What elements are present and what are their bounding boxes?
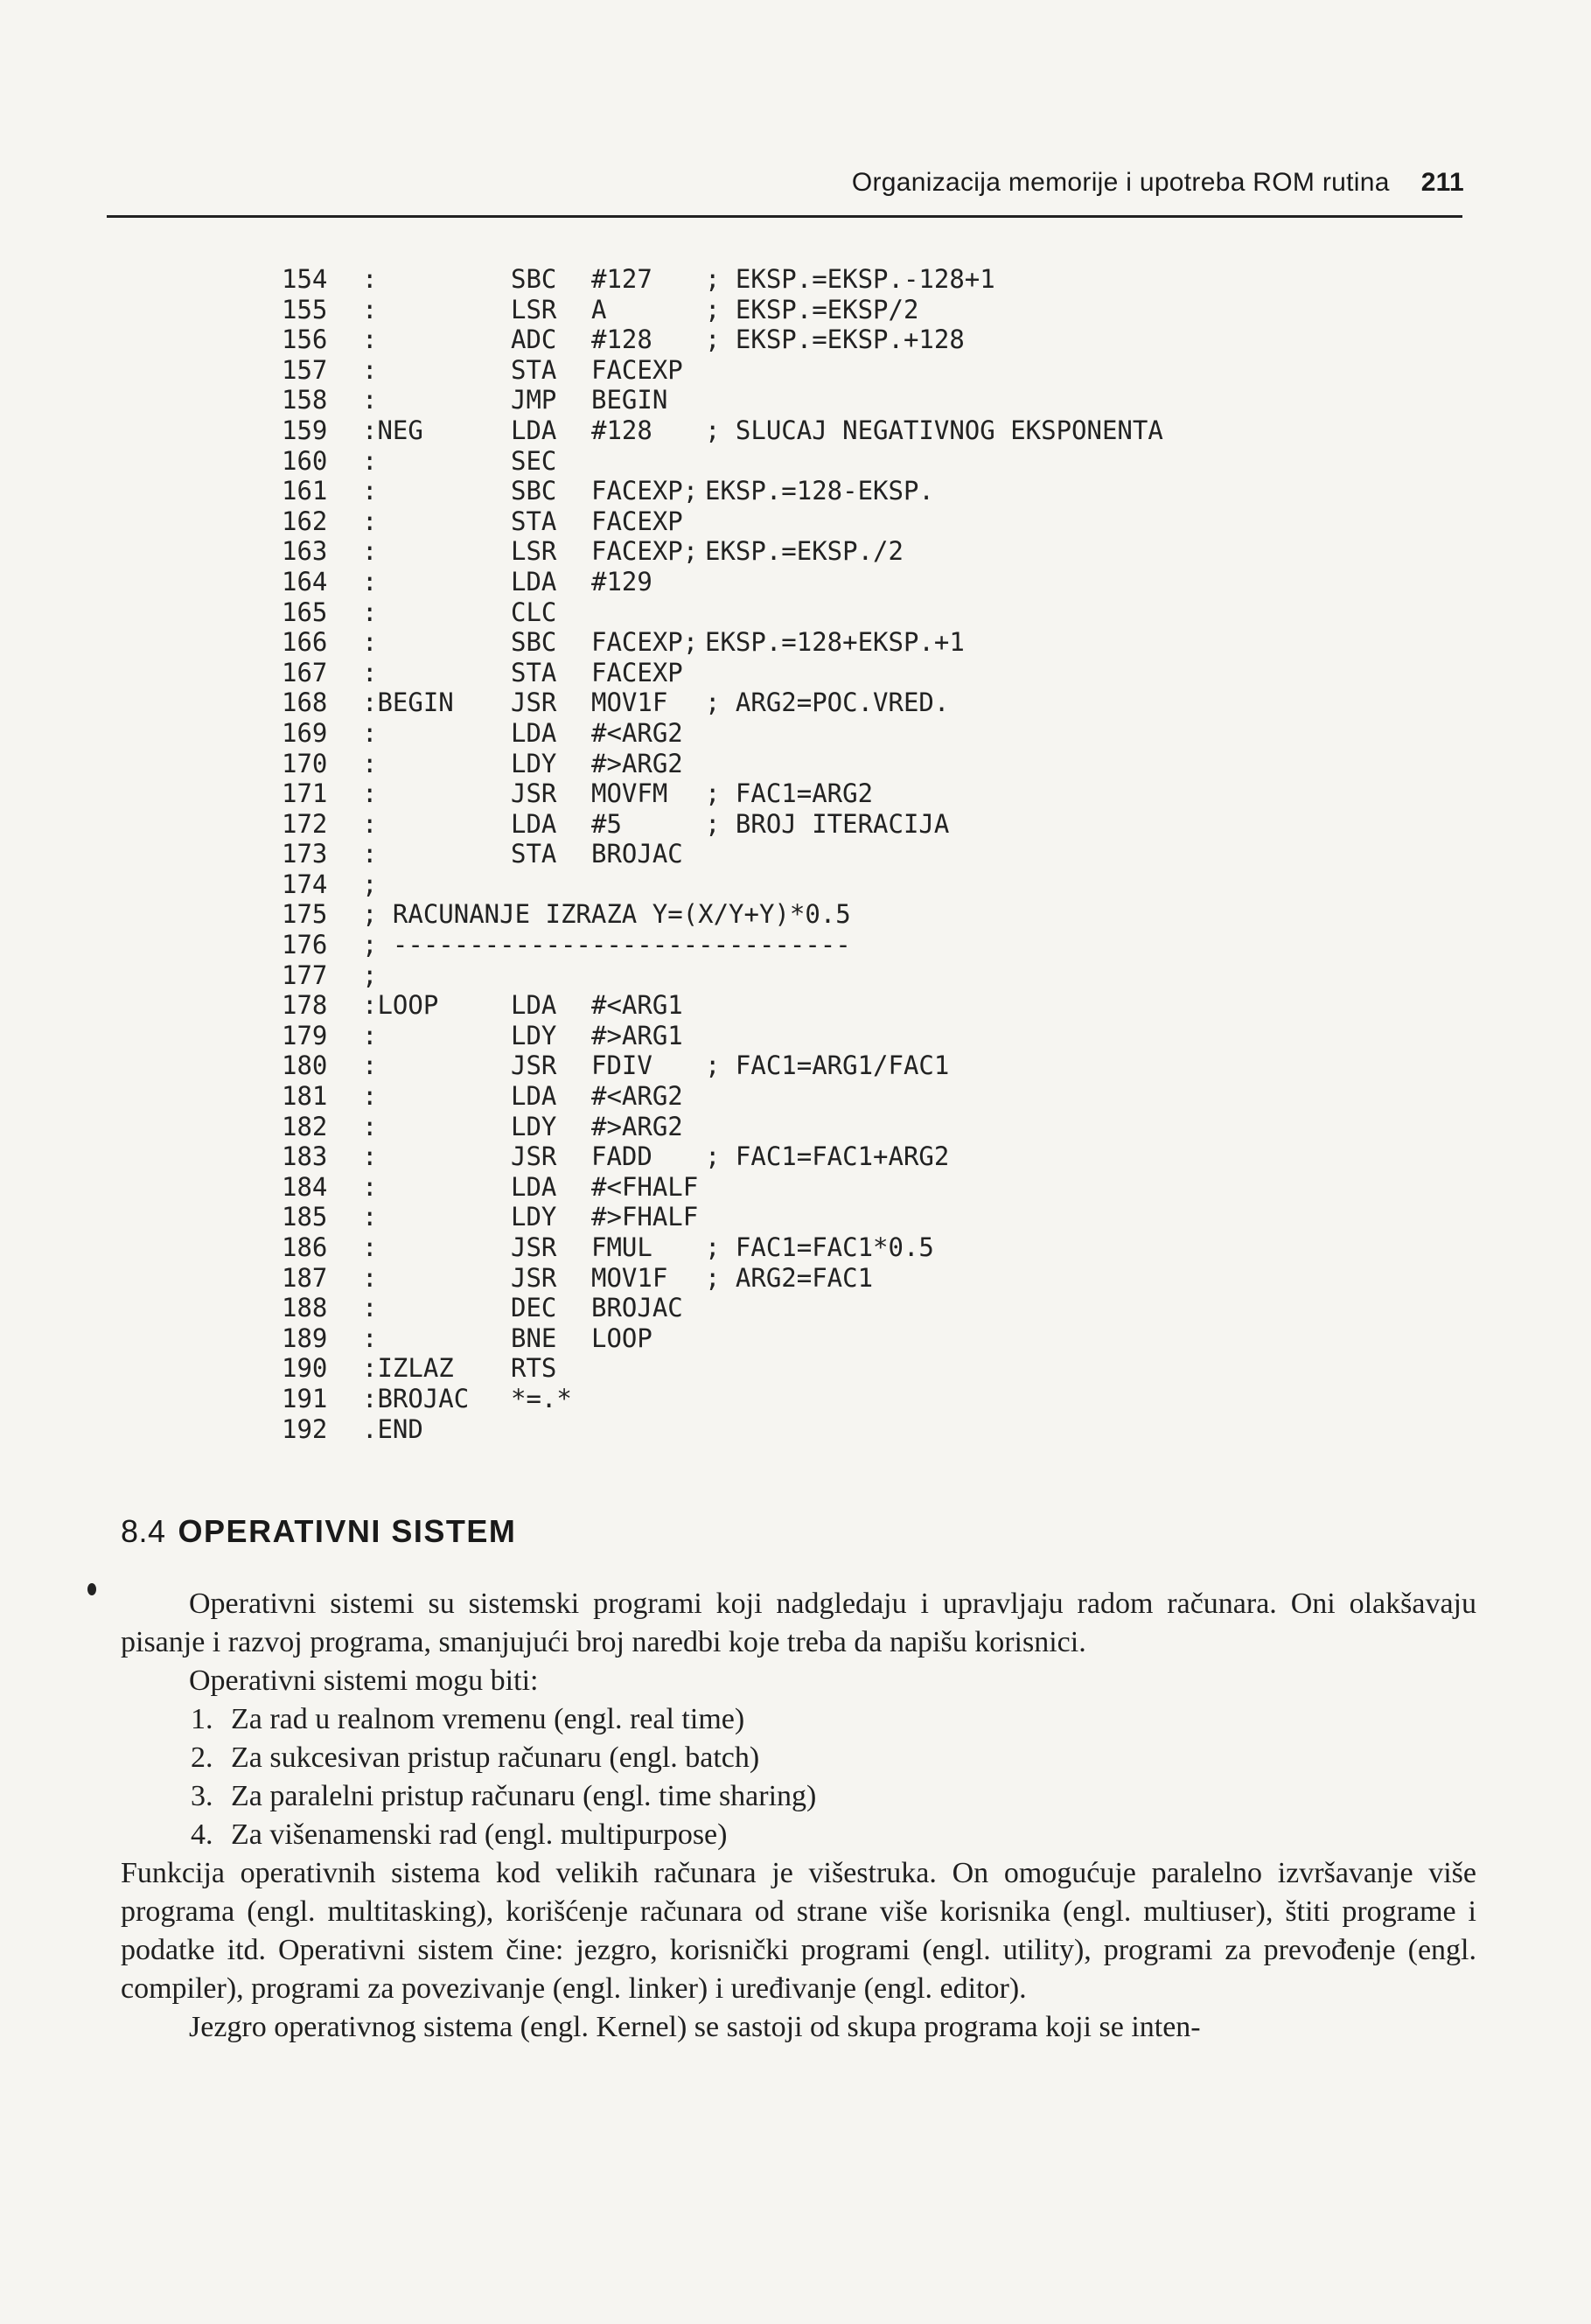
line-label: .END [362,1413,423,1444]
line-label: : [362,778,378,809]
line-number: 167 [282,657,328,687]
line-number: 176 [282,930,328,960]
line-mnemonic: LDY [511,748,557,778]
line-number: 155 [282,294,328,325]
line-number: 154 [282,264,328,294]
line-operand: #>ARG2 [591,1111,683,1141]
list-item-number: 2. [191,1741,213,1774]
line-comment: ; ARG2=POC.VRED. [705,687,950,718]
line-label: : [362,1050,378,1081]
line-mnemonic: STA [511,839,557,869]
line-comment: ; EKSP.=EKSP.-128+1 [705,264,995,294]
list-item-number: 4. [191,1818,213,1851]
listing-line [282,960,1163,991]
line-mnemonic: LDA [511,808,557,839]
line-label: : [362,476,378,506]
paragraph-functions: Funkcija operativnih sistema kod velikih računara je višestruka. On omogućuje paralelno izvršavanje više programa (engl. multitasking), korišćenje računara od strane više korisnika (engl. multiuser), štiti programe i podatke itd. Operativni sistem čine: jezgro, korisnički programi (engl. utility), programi za prevođenje (engl. compiler), programi za povezivanje (engl. linker) i uređivanje (engl. editor). [121,1857,1476,2005]
paragraph-intro: Operativni sistemi su sistemski programi koji nadgledaju i upravljaju radom računara. Oni olakšavaju pisanje i razvoj programa, smanjujući broj naredbi koje treba da napišu korisnici. [121,1588,1476,1658]
list-item-number: 1. [191,1703,213,1735]
listing-line [282,1384,1163,1414]
line-number: 157 [282,354,328,385]
line-mnemonic: LDY [511,1020,557,1050]
line-label: : [362,325,378,355]
listing-line [282,355,1163,386]
running-header [852,168,1464,198]
line-operand: MOV1F [591,1262,668,1293]
line-operand: #128 [591,325,652,355]
line-label: : [362,657,378,687]
line-number: 159 [282,415,328,445]
line-mnemonic: JSR [511,778,557,809]
line-label: : [362,264,378,294]
line-label: : [362,506,378,536]
line-mnemonic: LDA [511,415,557,445]
listing-line [282,1021,1163,1051]
line-mnemonic: LDA [511,1171,557,1202]
list-item-text: Za višenamenski rad (engl. multipurpose) [231,1818,728,1851]
line-operand: #>ARG1 [591,1020,683,1050]
header-rule [107,215,1462,218]
listing-line [282,990,1163,1021]
line-operand: #<ARG2 [591,1081,683,1112]
listing-line [282,627,1163,658]
section-number: 8.4 [121,1513,166,1549]
page-number: 211 [1420,168,1464,197]
line-label: : [362,1141,378,1172]
line-number: 161 [282,476,328,506]
line-number: 158 [282,385,328,415]
line-label: : [362,1020,378,1050]
line-number: 175 [282,899,328,930]
line-comment: ; BROJ ITERACIJA [705,808,950,839]
line-number: 169 [282,717,328,748]
line-label: : [362,385,378,415]
line-number: 184 [282,1171,328,1202]
list-item [121,1816,1476,1854]
line-label: : [362,354,378,385]
line-mnemonic: LDA [511,566,557,597]
line-mnemonic: BNE [511,1323,557,1353]
listing-line [282,718,1163,749]
line-comment: ; EKSP.=EKSP.+128 [705,325,965,355]
line-number: 160 [282,445,328,476]
line-mnemonic: LDY [511,1111,557,1141]
listing-line [282,567,1163,597]
line-number: 187 [282,1262,328,1293]
line-number: 181 [282,1081,328,1112]
listing-line [282,1323,1163,1354]
listing-line [282,778,1163,809]
line-operand: #128 [591,415,652,445]
list-item-text: Za rad u realnom vremenu (engl. real time) [231,1703,745,1735]
listing-line [282,415,1163,446]
listing-line [282,1293,1163,1323]
body-text [121,1585,1476,2047]
line-label: : [362,1081,378,1112]
line-label: : [362,1262,378,1293]
line-number: 189 [282,1323,328,1353]
listing-line [282,264,1163,295]
listing-line [282,869,1163,900]
line-operand: BROJAC [591,839,683,869]
line-operand: #<ARG2 [591,717,683,748]
list-item [121,1777,1476,1816]
listing-line [282,1414,1163,1445]
list-item-number: 3. [191,1780,213,1812]
line-mnemonic: *=.* [511,1383,572,1413]
listing-line [282,325,1163,355]
line-comment: ; FAC1=FAC1+ARG2 [705,1141,950,1172]
line-number: 183 [282,1141,328,1172]
line-comment: ; EKSP.=EKSP/2 [705,294,919,325]
line-label: : [362,1111,378,1141]
line-comment: ; FAC1=ARG1/FAC1 [705,1050,950,1081]
line-label: : [362,748,378,778]
listing-line [282,809,1163,840]
line-number: 188 [282,1293,328,1323]
listing-line [282,839,1163,869]
line-label: : [362,1202,378,1232]
line-operand: LOOP [591,1323,652,1353]
listing-line [282,930,1163,960]
line-number: 192 [282,1413,328,1444]
line-operand: FACEXP; [591,476,699,506]
line-number: 173 [282,839,328,869]
line-number: 168 [282,687,328,718]
listing-line [282,446,1163,477]
list-item-text: Za paralelni pristup računaru (engl. time sharing) [231,1780,817,1812]
listing-line [282,597,1163,628]
line-number: 174 [282,869,328,899]
paragraph-kernel: Jezgro operativnog sistema (engl. Kernel) se sastoji od skupa programa koji se inten- [189,2011,1201,2043]
line-number: 191 [282,1383,328,1413]
listing-line [282,687,1163,718]
line-mnemonic: CLC [511,597,557,627]
line-number: 186 [282,1232,328,1262]
listing-line [282,536,1163,567]
line-operand: BEGIN [591,385,668,415]
line-mnemonic: LDA [511,1081,557,1112]
line-mnemonic: JSR [511,687,557,718]
line-label: :LOOP [362,990,439,1021]
line-number: 165 [282,597,328,627]
line-comment: ; ARG2=FAC1 [705,1262,874,1293]
line-number: 185 [282,1202,328,1232]
line-mnemonic: LSR [511,536,557,567]
line-mnemonic: JSR [511,1141,557,1172]
line-operand: FMUL [591,1232,652,1262]
line-operand: #127 [591,264,652,294]
line-mnemonic: STA [511,354,557,385]
line-comment: ; SLUCAJ NEGATIVNOG EKSPONENTA [705,415,1163,445]
line-mnemonic: SBC [511,627,557,658]
line-comment: ; FAC1=FAC1*0.5 [705,1232,934,1262]
line-comment: EKSP.=128-EKSP. [705,476,934,506]
line-operand: #>FHALF [591,1202,699,1232]
line-number: 171 [282,778,328,809]
listing-line [282,476,1163,506]
line-label: : [362,717,378,748]
listing-line [282,1232,1163,1263]
line-operand: FACEXP; [591,627,699,658]
listing-line [282,1050,1163,1081]
list-item [121,1739,1476,1777]
listing-line [282,1172,1163,1203]
line-mnemonic: LDA [511,717,557,748]
list-item-text: Za sukcesivan pristup računaru (engl. batch) [231,1741,760,1774]
line-operand: MOV1F [591,687,668,718]
line-mnemonic: JSR [511,1232,557,1262]
line-label: : [362,445,378,476]
listing-line [282,1263,1163,1294]
line-number: 180 [282,1050,328,1081]
line-mnemonic: DEC [511,1293,557,1323]
line-number: 190 [282,1353,328,1384]
line-operand: #<ARG1 [591,990,683,1021]
section-heading [121,1513,516,1550]
line-operand: FADD [591,1141,652,1172]
line-number: 172 [282,808,328,839]
running-title: Organizacija memorije i upotreba ROM rutina [851,168,1390,197]
listing-line [282,506,1163,537]
listing-line [282,295,1163,325]
line-operand: MOVFM [591,778,668,809]
line-label: : [362,839,378,869]
listing-line [282,899,1163,930]
os-types-list [121,1700,1476,1854]
line-label: : [362,808,378,839]
line-mnemonic: JSR [511,1050,557,1081]
line-label: ; ------------------------------ [362,930,851,960]
line-mnemonic: LSR [511,294,557,325]
listing-line [282,1202,1163,1232]
line-operand: FACEXP [591,354,683,385]
line-number: 182 [282,1111,328,1141]
line-comment: ; FAC1=ARG2 [705,778,874,809]
line-comment: EKSP.=EKSP./2 [705,536,904,567]
line-label: ; [362,869,378,899]
line-label: :BROJAC [362,1383,470,1413]
line-operand: FACEXP [591,506,683,536]
line-mnemonic: ADC [511,325,557,355]
line-label: : [362,597,378,627]
line-operand: FACEXP; [591,536,699,567]
line-mnemonic: SEC [511,445,557,476]
line-mnemonic: LDA [511,990,557,1021]
line-label: : [362,536,378,567]
listing-line [282,749,1163,779]
listing-line [282,1081,1163,1112]
listing-line [282,658,1163,688]
line-label: :NEG [362,415,423,445]
line-comment: EKSP.=128+EKSP.+1 [705,627,965,658]
listing-line [282,1353,1163,1384]
line-number: 164 [282,566,328,597]
line-number: 178 [282,990,328,1021]
line-operand: FACEXP [591,657,683,687]
line-number: 177 [282,960,328,990]
line-number: 179 [282,1020,328,1050]
list-item [121,1700,1476,1739]
listing-line [282,385,1163,415]
line-number: 170 [282,748,328,778]
line-mnemonic: SBC [511,264,557,294]
section-title: OPERATIVNI SISTEM [178,1513,517,1549]
line-operand: #5 [591,808,622,839]
listing-line [282,1112,1163,1142]
line-label: : [362,294,378,325]
line-label: : [362,1232,378,1262]
line-label: ; [362,960,378,990]
line-label: ; RACUNANJE IZRAZA Y=(X/Y+Y)*0.5 [362,899,851,930]
line-operand: BROJAC [591,1293,683,1323]
line-label: : [362,1171,378,1202]
line-mnemonic: STA [511,506,557,536]
assembly-listing [282,264,1163,1444]
line-mnemonic: RTS [511,1353,557,1384]
line-label: : [362,1293,378,1323]
margin-mark [87,1583,96,1595]
paragraph-types-lead: Operativni sistemi mogu biti: [189,1664,539,1697]
line-operand: #>ARG2 [591,748,683,778]
line-number: 156 [282,325,328,355]
line-label: :BEGIN [362,687,454,718]
line-mnemonic: JSR [511,1262,557,1293]
line-label: : [362,627,378,658]
line-number: 162 [282,506,328,536]
line-number: 166 [282,627,328,658]
line-mnemonic: STA [511,657,557,687]
line-operand: #129 [591,566,652,597]
line-label: :IZLAZ [362,1353,454,1384]
line-mnemonic: LDY [511,1202,557,1232]
line-mnemonic: SBC [511,476,557,506]
line-operand: FDIV [591,1050,652,1081]
listing-line [282,1141,1163,1172]
line-mnemonic: JMP [511,385,557,415]
line-label: : [362,1323,378,1353]
line-operand: A [591,294,607,325]
line-label: : [362,566,378,597]
line-operand: #<FHALF [591,1171,699,1202]
line-number: 163 [282,536,328,567]
